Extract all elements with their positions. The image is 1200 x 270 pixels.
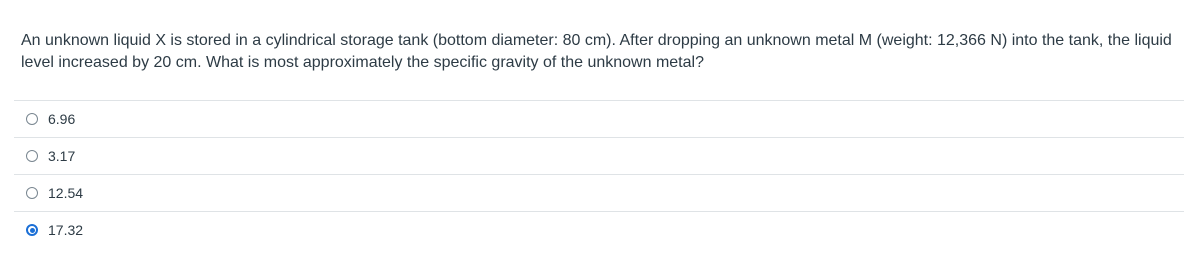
radio-button-3[interactable] — [26, 187, 38, 199]
answer-option-2[interactable] — [14, 137, 1184, 174]
answer-option-1[interactable] — [14, 100, 1184, 137]
answer-label-4: 17.32 — [48, 222, 84, 238]
answer-label-3: 12.54 — [48, 185, 84, 201]
answer-option-3[interactable] — [14, 174, 1184, 211]
answer-label-1: 6.96 — [48, 111, 76, 127]
question-text: An unknown liquid X is stored in a cylindrical storage tank (bottom diameter: 80 cm). After dropping an unknown metal M (weight: 12,366 N) into the tank, the liquid level increased by 20 cm. What is most approximately the specific gravity of the unknown metal? — [21, 32, 1172, 71]
answer-option-4[interactable] — [14, 211, 1184, 248]
radio-button-4[interactable] — [26, 224, 38, 236]
radio-button-1[interactable] — [26, 113, 38, 125]
radio-button-2[interactable] — [26, 150, 38, 162]
answer-list — [14, 100, 1184, 248]
answer-label-2: 3.17 — [48, 148, 76, 164]
